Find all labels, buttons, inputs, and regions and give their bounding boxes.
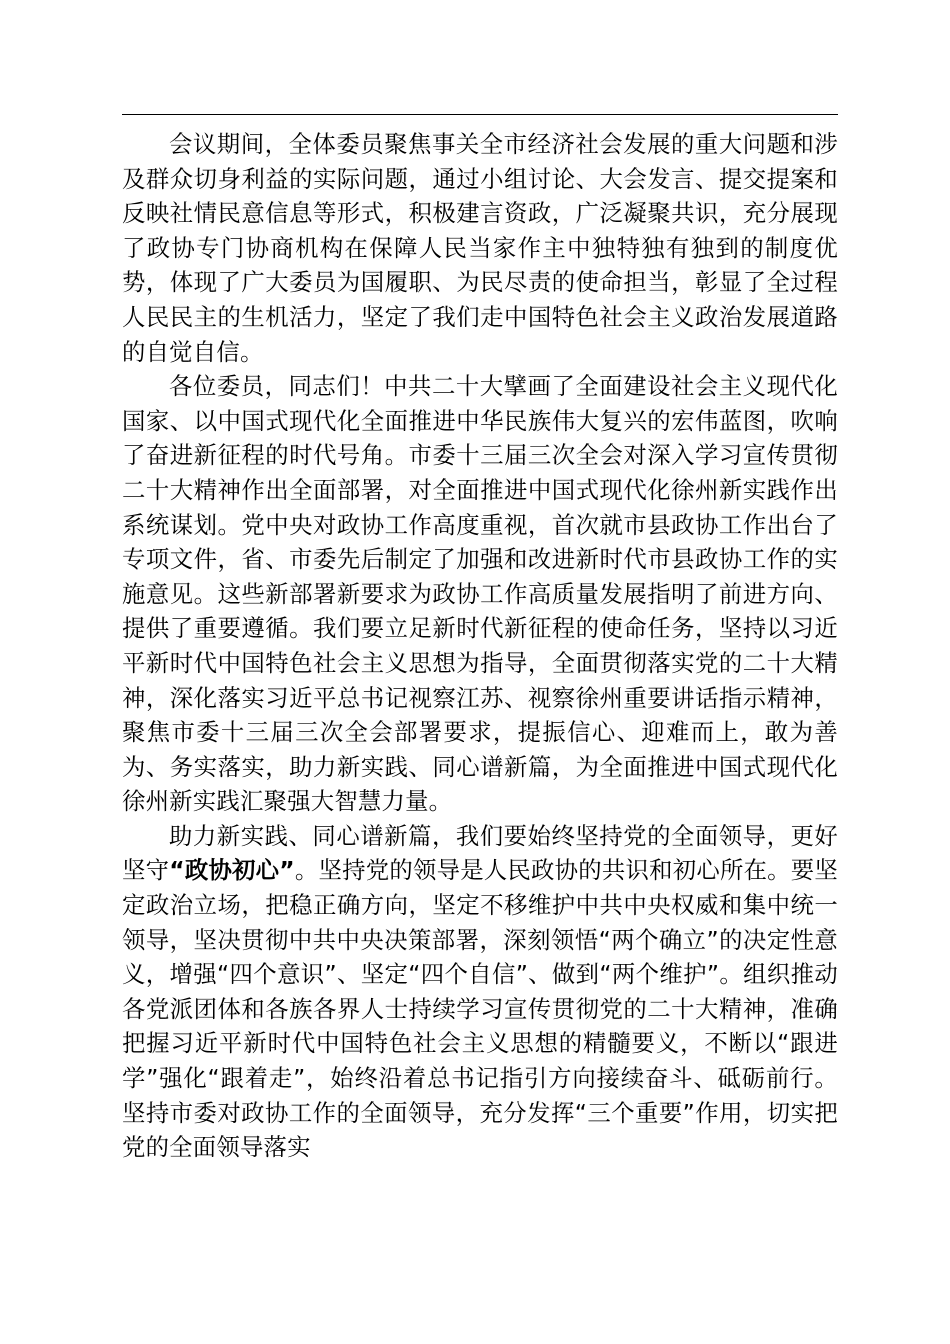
paragraph-text: 。坚持党的领导是人民政协的共识和初心所在。要坚定政治立场，把稳正确方向，坚定不移维护中共中央权威和集中统一领导，坚决贯彻中共中央决策部署，深刻领悟“两个确立”的决定性意义，增强“四个意识”、坚定“四个自信”、做到“两个维护”。组织推动各党派团体和各族各界人士持续学习宣传贯彻党的二十大精神，准确把握习近平新时代中国特色社会主义思想的精髓要义，不断以“跟进学”强化“跟着走”，始终沿着总书记指引方向接续奋斗、砥砺前行。坚持市委对政协工作的全面领导，充分发挥“三个重要”作用，切实把党的全面领导落实	[122, 856, 838, 1162]
paragraph-party-leadership	[122, 819, 838, 1165]
paragraph-text: 各位委员，同志们！中共二十大擘画了全面建设社会主义现代化国家、以中国式现代化全面推进中华民族伟大复兴的宏伟蓝图，吹响了奋进新征程的时代号角。市委十三届三次全会对深入学习宣传贯彻二十大精神作出全面部署，对全面推进中国式现代化徐州新实践作出系统谋划。党中央对政协工作高度重视，首次就市县政协工作出台了专项文件，省、市委先后制定了加强和改进新时代市县政协工作的实施意见。这些新部署新要求为政协工作高质量发展指明了前进方向、提供了重要遵循。我们要立足新时代新征程的使命任务，坚持以习近平新时代中国特色社会主义思想为指导，全面贯彻落实党的二十大精神，深化落实习近平总书记视察江苏、视察徐州重要讲话指示精神，聚焦市委十三届三次全会部署要求，提振信心、迎难而上，敢为善为、务实落实，助力新实践、同心谱新篇，为全面推进中国式现代化徐州新实践汇聚强大智慧力量。	[122, 372, 838, 816]
paragraph-session-review	[122, 127, 838, 369]
paragraph-text: 会议期间，全体委员聚焦事关全市经济社会发展的重大问题和涉及群众切身利益的实际问题，通过小组讨论、大会发言、提交提案和反映社情民意信息等形式，积极建言资政，广泛凝聚共识，充分展现了政协专门协商机构在保障人民当家作主中独特独有独到的制度优势，体现了广大委员为国履职、为民尽责的使命担当，彰显了全过程人民民主的生机活力，坚定了我们走中国特色社会主义政治发展道路的自觉自信。	[122, 130, 838, 366]
emphasis-phrase: “政协初心”	[169, 856, 295, 885]
document-body	[122, 127, 838, 1165]
paragraph-new-journey	[122, 369, 838, 819]
paragraph-lead: 助力新实践、同心谱新篇，我们要始终坚持党的全面领导，更好坚守	[122, 821, 838, 885]
header-rule	[122, 114, 838, 115]
